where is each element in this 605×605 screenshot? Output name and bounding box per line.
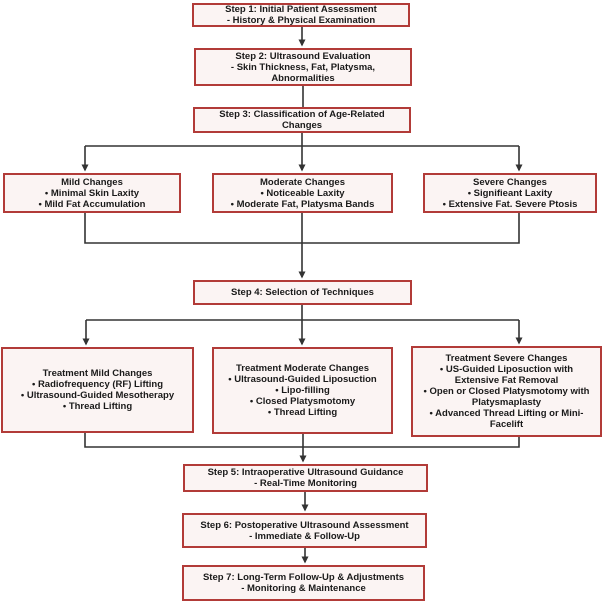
- text-line: • Noticeable Laxity: [218, 188, 387, 199]
- text-line: - Real-Time Monitoring: [254, 478, 357, 489]
- node-treatment-severe: [411, 346, 602, 437]
- node-bullet-list: [218, 374, 387, 418]
- text-line: • Closed Platysmotomy: [218, 396, 387, 407]
- node-step6-text: [184, 519, 425, 543]
- text-line: • Minimal Skin Laxity: [9, 188, 175, 199]
- node-title: Treatment Severe Changes: [445, 353, 568, 364]
- text-line: - Monitoring & Maintenance: [241, 583, 366, 594]
- text-line: • Thread Lifting: [7, 401, 188, 412]
- text-line: Step 7: Long-Term Follow-Up & Adjustments: [202, 572, 405, 583]
- node-step6: [182, 513, 427, 548]
- text-line: • Lipo-filling: [218, 385, 387, 396]
- text-line: • Advanced Thread Lifting or Mini-Facelift: [417, 408, 596, 430]
- text-line: Step 2: Ultrasound Evaluation: [235, 50, 371, 62]
- node-bullet-list: [7, 379, 188, 412]
- node-title: Treatment Mild Changes: [42, 368, 153, 379]
- text-line: Step 1: Initial Patient Assessment: [225, 4, 377, 15]
- node-step2-text: [196, 50, 410, 85]
- node-treatment-severe-text: [413, 352, 600, 431]
- text-line: Step 3: Classification of Age-Related: [219, 109, 385, 120]
- text-line: • Thread Lifting: [218, 407, 387, 418]
- text-line: - Skin Thickness, Fat, Platysma,: [230, 61, 376, 73]
- text-line: • Moderate Fat, Platysma Bands: [218, 199, 387, 210]
- node-treatment-mild: [1, 347, 194, 433]
- text-line: • Extensive Fat. Severe Ptosis: [429, 199, 591, 210]
- node-mild-changes-text: [5, 176, 179, 211]
- node-title: Mild Changes: [61, 176, 123, 188]
- node-moderate-changes: [212, 173, 393, 213]
- text-line: Changes: [281, 120, 323, 131]
- node-treatment-moderate-text: [214, 362, 391, 419]
- text-line: • Radiofrequency (RF) Lifting: [7, 379, 188, 390]
- text-line: - History & Physical Examination: [226, 15, 376, 26]
- text-line: • Open or Closed Platysmotomy with Platysmaplasty: [417, 386, 596, 408]
- node-step7-text: [184, 571, 423, 595]
- text-line: • Ultrasound-Guided Liposuction: [218, 374, 387, 385]
- node-treatment-moderate: [212, 347, 393, 434]
- node-bullet-list: [417, 364, 596, 430]
- node-title: Severe Changes: [473, 176, 547, 188]
- text-line: • US-Guided Liposuction with Extensive Fat Removal: [417, 364, 596, 386]
- text-line: Abnormalities: [271, 72, 335, 84]
- node-mild-changes: [3, 173, 181, 213]
- node-step5-text: [185, 466, 426, 490]
- node-step5: [183, 464, 428, 492]
- node-step4-text: [195, 286, 410, 299]
- node-step7: [182, 565, 425, 601]
- node-step1: [192, 3, 410, 27]
- node-step2: [194, 48, 412, 86]
- text-line: Step 5: Intraoperative Ultrasound Guidance: [207, 467, 404, 478]
- node-severe-changes: [423, 173, 597, 213]
- node-step3: [193, 107, 411, 133]
- node-step4: [193, 280, 412, 305]
- text-line: • Signifieant Laxity: [429, 188, 591, 199]
- text-line: Step 4: Selection of Techniques: [231, 287, 374, 298]
- text-line: Step 6: Postoperative Ultrasound Assessment: [200, 519, 409, 531]
- node-bullet-list: [429, 188, 591, 210]
- node-title: Treatment Moderate Changes: [235, 363, 370, 374]
- node-title: Moderate Changes: [260, 176, 345, 188]
- text-line: - Immediate & Follow-Up: [249, 530, 360, 542]
- node-step1-text: [194, 3, 408, 27]
- node-treatment-mild-text: [3, 367, 192, 413]
- text-line: • Mild Fat Accumulation: [9, 199, 175, 210]
- node-bullet-list: [9, 188, 175, 210]
- node-bullet-list: [218, 188, 387, 210]
- node-severe-changes-text: [425, 176, 595, 211]
- node-step3-text: [195, 108, 409, 132]
- node-moderate-changes-text: [214, 176, 391, 211]
- text-line: • Ultrasound-Guided Mesotherapy: [7, 390, 188, 401]
